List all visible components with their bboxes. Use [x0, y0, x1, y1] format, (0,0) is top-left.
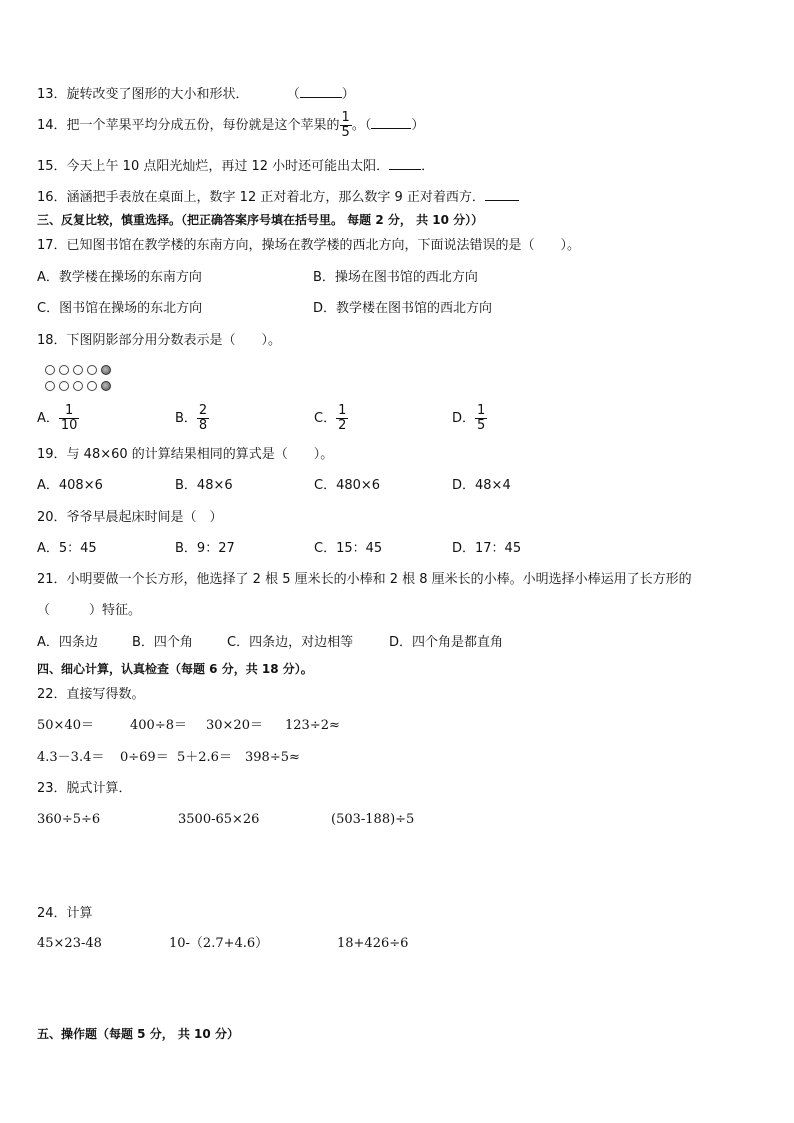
fraction-denominator: 10: [60, 418, 78, 433]
option-label: B．: [175, 411, 197, 426]
answer-blank[interactable]: [371, 115, 411, 129]
fraction: [59, 404, 80, 433]
answer-blank[interactable]: [300, 84, 342, 98]
question-15-text: 15．今天上午 10 点阳光灿烂，再过 12 小时还可能出太阳．: [37, 159, 390, 174]
calc-item: 0÷69＝: [120, 750, 169, 765]
option-d[interactable]: D．四个角是都直角: [389, 635, 504, 650]
fraction: [475, 404, 487, 433]
circle: [45, 365, 55, 375]
option-c[interactable]: [314, 400, 348, 438]
question-22-text: 22．直接写得数。: [37, 687, 145, 702]
calc-item: 123÷2≈: [285, 718, 340, 733]
question-16-text: 16．涵涵把手表放在桌面上，数字 12 正对着北方，那么数字 9 正对着西方．: [37, 190, 485, 205]
fraction: [336, 404, 348, 433]
calc-item: 45×23-48: [37, 936, 102, 951]
fraction-denominator: 8: [198, 418, 208, 433]
option-d[interactable]: [452, 400, 487, 438]
calc-item: 5＋2.6＝: [177, 750, 232, 765]
calc-item: 360÷5÷6: [37, 812, 101, 827]
calc-item: 18+426÷6: [337, 936, 409, 951]
circle: [45, 381, 55, 391]
option-c[interactable]: C．图书馆在操场的东北方向: [37, 301, 203, 316]
question-14-text: 14．把一个苹果平均分成五份，每份就是这个苹果的: [37, 118, 340, 133]
question-14-close: ）: [411, 118, 425, 133]
calc-item: 3500-65×26: [178, 812, 260, 827]
question-19-text: 19．与 48×60 的计算结果相同的算式是（ ）。: [37, 447, 334, 462]
question-15: [37, 156, 434, 175]
circle: [73, 365, 83, 375]
calc-item: (503-188)÷5: [331, 812, 415, 827]
option-d[interactable]: D．教学楼在图书馆的西北方向: [313, 301, 493, 316]
circle: [87, 381, 97, 391]
question-13-text: 13．旋转改变了图形的大小和形状．: [37, 87, 249, 102]
option-label: D．: [452, 411, 476, 426]
option-b[interactable]: B．操场在图书馆的西北方向: [313, 270, 478, 285]
question-14-after: 。（: [351, 118, 372, 133]
option-label: A．: [37, 411, 59, 426]
question-20-text: 20．爷爷早晨起床时间是（ ）: [37, 510, 223, 525]
calc-item: 50×40＝: [37, 718, 94, 733]
calc-item: 10-（2.7+4.6）: [169, 936, 269, 951]
option-a[interactable]: [37, 400, 79, 438]
question-13-open: （: [286, 87, 300, 102]
option-c[interactable]: C．四条边，对边相等: [227, 635, 354, 650]
option-b[interactable]: B．48×6: [175, 478, 233, 493]
question-21-text-cont: （ ）特征。: [37, 603, 142, 618]
question-14: [37, 111, 424, 141]
fraction: [340, 111, 352, 140]
option-a[interactable]: A．408×6: [37, 478, 103, 493]
question-18-text: 18．下图阴影部分用分数表示是（ ）。: [37, 333, 282, 348]
fraction-denominator: 5: [341, 125, 350, 140]
fraction-numerator: 2: [198, 403, 208, 418]
circle-figure: [45, 365, 125, 395]
fraction-numerator: 1: [477, 403, 486, 418]
option-label: C．: [314, 411, 337, 426]
fraction-numerator: 1: [341, 110, 350, 125]
option-a[interactable]: A．5：45: [37, 541, 97, 556]
section-5-title: 五、操作题（每题 5 分， 共 10 分）: [37, 1027, 239, 1041]
fraction-denominator: 2: [338, 418, 347, 433]
circle: [87, 365, 97, 375]
circle: [59, 365, 69, 375]
fraction-numerator: 1: [338, 403, 347, 418]
fraction: [197, 404, 209, 433]
section-3-title: 三、反复比较，慎重选择。（把正确答案序号填在括号里。 每题 2 分， 共 10 分））: [37, 213, 484, 227]
circle: [73, 381, 83, 391]
calc-item: 400÷8＝: [130, 718, 187, 733]
section-4-title: 四、细心计算，认真检查（每题 6 分，共 18 分）。: [37, 662, 313, 676]
option-d[interactable]: D．17：45: [452, 541, 522, 556]
option-a[interactable]: A．教学楼在操场的东南方向: [37, 270, 202, 285]
question-21-text: 21．小明要做一个长方形，他选择了 2 根 5 厘米长的小棒和 2 根 8 厘米长的小棒。小明选择小棒运用了长方形的: [37, 572, 692, 587]
calc-item: 4.3－3.4＝: [37, 750, 105, 765]
option-b[interactable]: [175, 400, 209, 438]
option-b[interactable]: B．9：27: [175, 541, 235, 556]
option-a[interactable]: A．四条边: [37, 635, 98, 650]
option-b[interactable]: B．四个角: [132, 635, 193, 650]
fraction-numerator: 1: [65, 403, 74, 418]
question-15-end: ．: [421, 159, 435, 174]
calc-item: 30×20＝: [206, 718, 263, 733]
question-13: [37, 84, 355, 103]
question-17-text: 17．已知图书馆在教学楼的东南方向，操场在教学楼的西北方向，下面说法错误的是（ ）。: [37, 238, 581, 253]
answer-blank[interactable]: [485, 187, 519, 201]
question-23-text: 23．脱式计算．: [37, 781, 132, 796]
fraction-denominator: 5: [477, 418, 486, 433]
question-13-close: ）: [341, 87, 355, 102]
shaded-circle: [101, 381, 111, 391]
option-c[interactable]: C．15：45: [314, 541, 383, 556]
shaded-circle: [101, 365, 111, 375]
circle: [59, 381, 69, 391]
question-16: [37, 187, 519, 206]
option-d[interactable]: D．48×4: [452, 478, 511, 493]
question-24-text: 24．计算: [37, 906, 93, 921]
option-c[interactable]: C．480×6: [314, 478, 381, 493]
calc-item: 398÷5≈: [245, 750, 300, 765]
answer-blank[interactable]: [389, 156, 421, 170]
